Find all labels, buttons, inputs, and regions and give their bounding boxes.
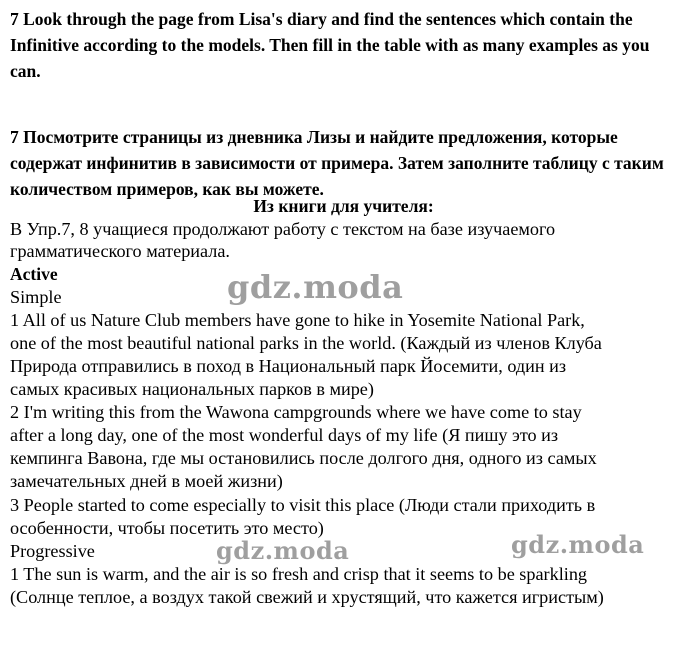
simple-line: after a long day, one of the most wonderful days of my life (Я пишу это из — [10, 425, 559, 445]
watermark: gdz.moda — [511, 530, 645, 559]
subsection-simple: Simple — [10, 287, 62, 307]
simple-line: 2 I'm writing this from the Wawona campgrounds where we have come to stay — [10, 402, 582, 422]
simple-line: Природа отправились в поход в Национальный парк Йосемити, один из — [10, 356, 567, 376]
simple-line: замечательных дней в моей жизни) — [10, 471, 283, 491]
simple-line: 3 People started to come especially to visit this place (Люди стали приходить в — [10, 495, 596, 515]
simple-line: one of the most beautiful national parks in the world. (Каждый из членов Клуба — [10, 333, 602, 353]
task-english: 7 Look through the page from Lisa's diary and find the sentences which contain the Infinitive according to the models. Then fill in the table with as many examples as you can. — [10, 9, 650, 81]
simple-line: кемпинга Вавона, где мы остановились после долгого дня, одного из самых — [10, 448, 597, 468]
simple-line: особенности, чтобы посетить это место) — [10, 518, 324, 538]
teacher-heading: Из книги для учителя: — [253, 196, 434, 216]
task-russian: 7 Посмотрите страницы из дневника Лизы и найдите предложения, которые содержат инфинитив в зависимости от примера. Затем заполните таблицу с таким количеством примеров, как вы можете. — [10, 127, 664, 199]
progressive-line: (Солнце теплое, а воздух такой свежий и хрустящий, что кажется игристым) — [10, 587, 604, 607]
simple-line: самых красивых национальных парков в мире) — [10, 379, 374, 399]
watermark: gdz.moda — [227, 268, 404, 306]
section-active: Active — [10, 264, 58, 284]
subsection-progressive: Progressive — [10, 541, 95, 561]
teacher-note-line: грамматического материала. — [10, 241, 230, 261]
progressive-line: 1 The sun is warm, and the air is so fresh and crisp that it seems to be sparkling — [10, 564, 587, 584]
simple-line: 1 All of us Nature Club members have gone to hike in Yosemite National Park, — [10, 310, 585, 330]
watermark: gdz.moda — [216, 536, 350, 565]
teacher-note-line: В Упр.7, 8 учащиеся продолжают работу с текстом на базе изучаемого — [10, 219, 556, 239]
